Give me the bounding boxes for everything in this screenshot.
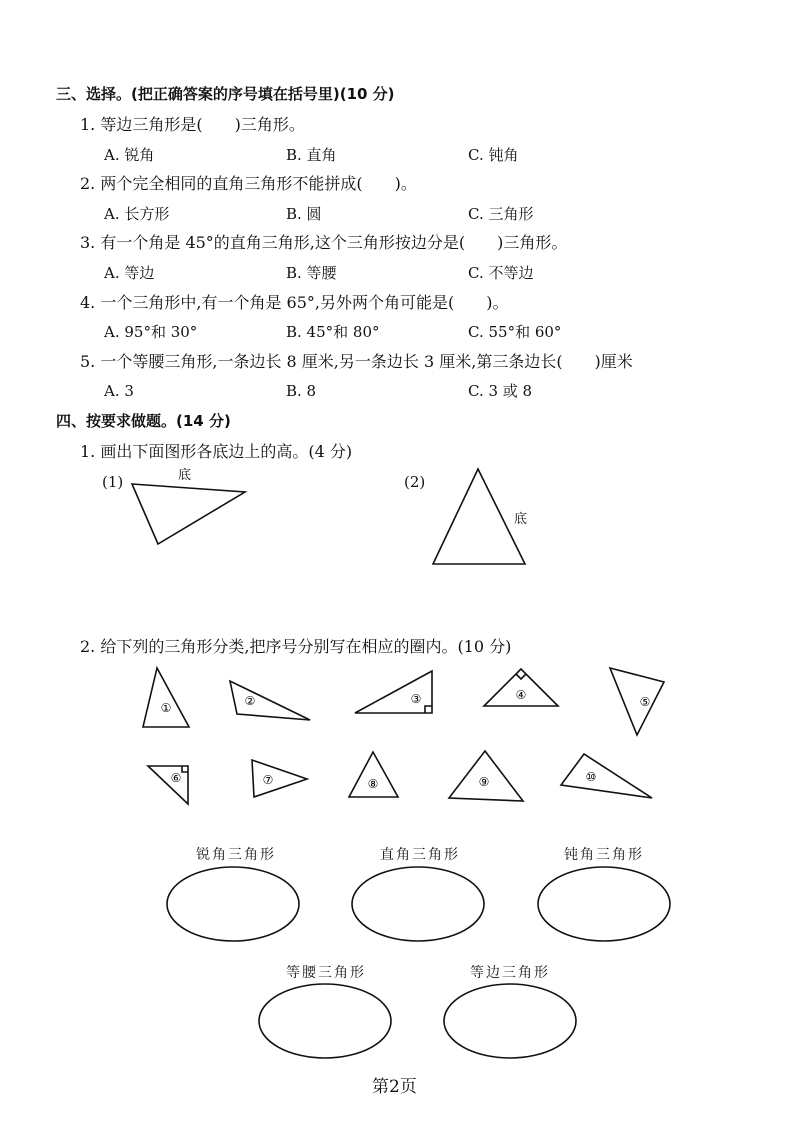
category-label-right: 直角三角形 bbox=[380, 847, 460, 863]
section-4-question-1: 1. 画出下面图形各底边上的高。(4 分) bbox=[80, 442, 353, 461]
question-2: 2. 两个完全相同的直角三角形不能拼成( )。 bbox=[80, 174, 417, 193]
right-angle-mark-3 bbox=[425, 706, 432, 713]
q2-option-c: C. 三角形 bbox=[468, 205, 534, 223]
triangle-6-number: ⑥ bbox=[170, 771, 182, 785]
triangle-1-number: ① bbox=[160, 701, 172, 715]
q5-option-b: B. 8 bbox=[286, 382, 317, 400]
figure-1-base-label: 底 bbox=[178, 468, 192, 483]
category-label-acute: 锐角三角形 bbox=[196, 847, 276, 863]
triangle-4 bbox=[484, 669, 558, 706]
q4-option-c: C. 55°和 60° bbox=[468, 323, 562, 341]
q1-option-a: A. 锐角 bbox=[104, 146, 155, 164]
section-4-question-2: 2. 给下列的三角形分类,把序号分别写在相应的圈内。(10 分) bbox=[80, 637, 512, 656]
triangle-5-number: ⑤ bbox=[639, 695, 651, 709]
q4-option-a: A. 95°和 30° bbox=[104, 323, 198, 341]
page-number: 第2页 bbox=[372, 1077, 417, 1097]
triangle-10 bbox=[561, 754, 652, 798]
q1-option-b: B. 直角 bbox=[286, 146, 337, 164]
category-label-equilateral: 等边三角形 bbox=[470, 965, 550, 981]
answer-oval-equilateral[interactable] bbox=[444, 984, 576, 1058]
q1-option-c: C. 钝角 bbox=[468, 146, 519, 164]
figure-1-label: (1) bbox=[102, 473, 124, 491]
triangle-3-number: ③ bbox=[410, 692, 422, 706]
q5-option-c: C. 3 或 8 bbox=[468, 382, 533, 400]
category-label-isosceles: 等腰三角形 bbox=[286, 965, 366, 981]
right-angle-mark-4 bbox=[516, 674, 526, 679]
triangle-5 bbox=[610, 668, 664, 735]
right-angle-mark-6 bbox=[182, 766, 188, 772]
question-5: 5. 一个等腰三角形,一条边长 8 厘米,另一条边长 3 厘米,第三条边长( )厘米 bbox=[80, 352, 633, 371]
triangle-10-number: ⑩ bbox=[585, 770, 597, 784]
question-4: 4. 一个三角形中,有一个角是 65°,另外两个角可能是( )。 bbox=[80, 293, 509, 312]
answer-oval-obtuse[interactable] bbox=[538, 867, 670, 941]
triangle-2 bbox=[230, 681, 310, 720]
triangle-9-number: ⑨ bbox=[478, 775, 490, 789]
q5-option-a: A. 3 bbox=[104, 382, 134, 400]
height-triangle-2 bbox=[433, 469, 528, 564]
category-label-obtuse: 钝角三角形 bbox=[564, 847, 644, 863]
figure-2-label: (2) bbox=[404, 473, 426, 491]
triangle-8-number: ⑧ bbox=[367, 777, 379, 791]
triangle-7 bbox=[252, 760, 307, 797]
answer-oval-acute[interactable] bbox=[167, 867, 299, 941]
q2-option-a: A. 长方形 bbox=[104, 205, 170, 223]
section-3-title: 三、选择。(把正确答案的序号填在括号里)(10 分) bbox=[56, 85, 395, 103]
q3-option-a: A. 等边 bbox=[104, 264, 155, 282]
question-1: 1. 等边三角形是( )三角形。 bbox=[80, 115, 305, 134]
triangle-3 bbox=[355, 671, 432, 713]
triangle-2-number: ② bbox=[244, 694, 256, 708]
answer-oval-right[interactable] bbox=[352, 867, 484, 941]
q3-option-b: B. 等腰 bbox=[286, 264, 337, 282]
q2-option-b: B. 圆 bbox=[286, 205, 322, 223]
triangle-4-number: ④ bbox=[515, 688, 527, 702]
question-3: 3. 有一个角是 45°的直角三角形,这个三角形按边分是( )三角形。 bbox=[80, 233, 568, 252]
q3-option-c: C. 不等边 bbox=[468, 264, 534, 282]
triangle-6 bbox=[148, 766, 188, 804]
triangle-7-number: ⑦ bbox=[262, 773, 274, 787]
answer-oval-isosceles[interactable] bbox=[259, 984, 391, 1058]
triangle-1 bbox=[143, 668, 189, 727]
triangle-9 bbox=[449, 751, 523, 801]
q4-option-b: B. 45°和 80° bbox=[286, 323, 380, 341]
height-triangle-1 bbox=[132, 484, 245, 544]
figure-2-base-label: 底 bbox=[514, 512, 528, 527]
triangle-8 bbox=[349, 752, 398, 797]
section-4-title: 四、按要求做题。(14 分) bbox=[56, 412, 231, 430]
